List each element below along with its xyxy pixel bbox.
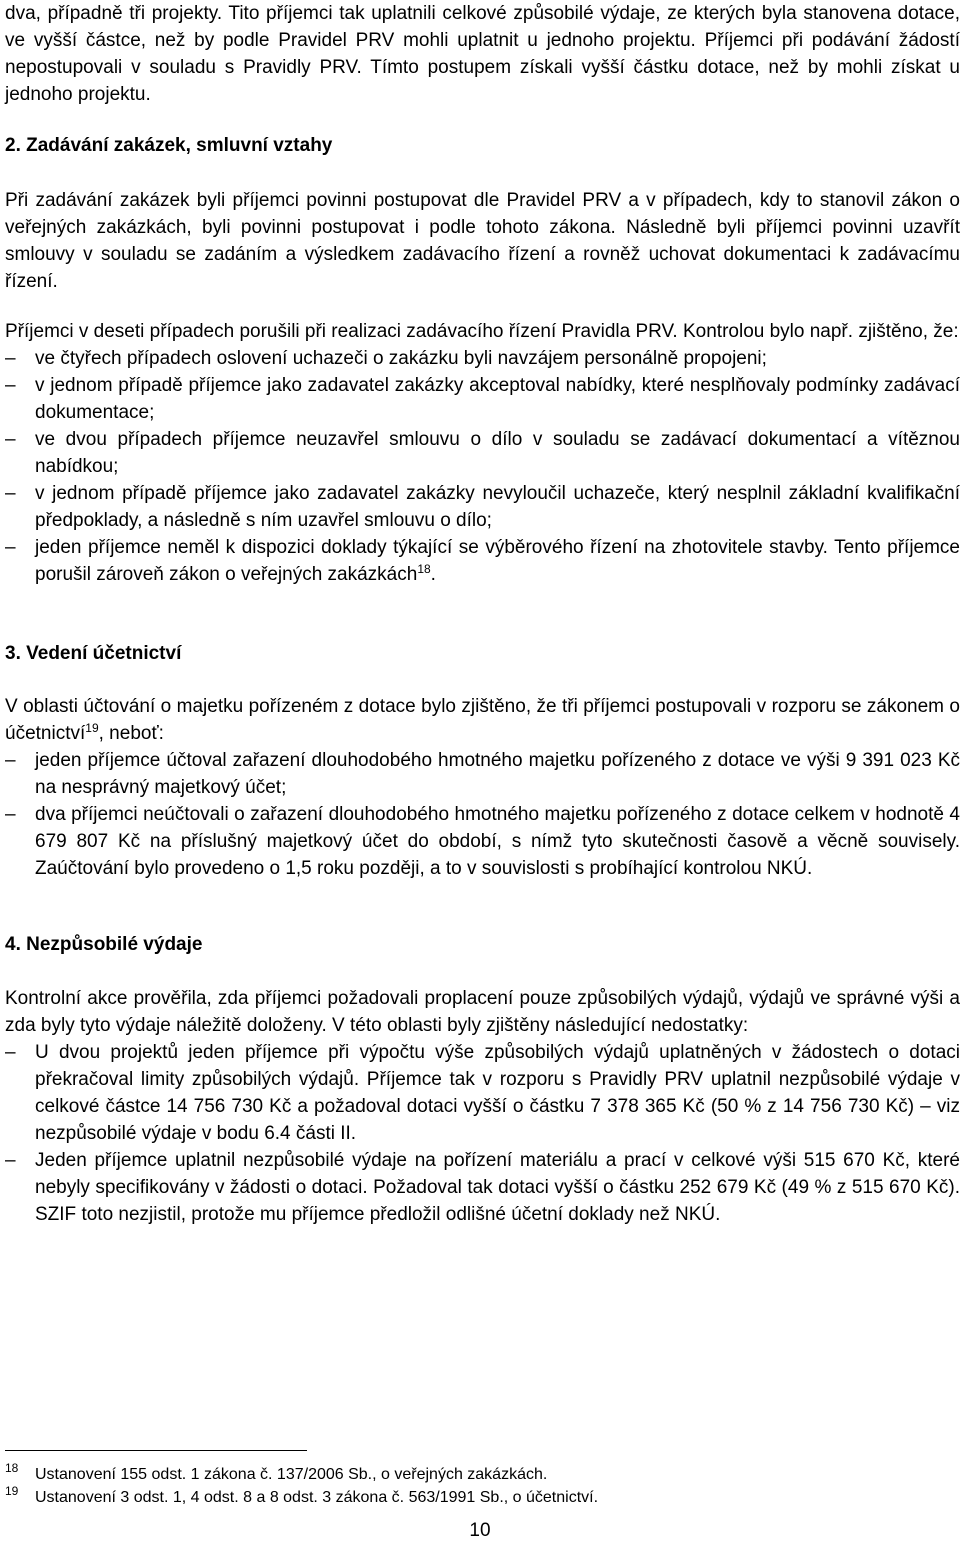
list-item: – v jednom případě příjemce jako zadavatel zakázky nevyloučil uchazeče, který nesplnil základní kvalifikační předpoklady, a následně s ním uzavřel smlouvu o dílo; <box>5 480 960 534</box>
section-3-body <box>5 693 960 882</box>
dash-bullet: – <box>5 1042 16 1063</box>
section-3-heading: 3. Vedení účetnictví <box>5 643 182 664</box>
dash-bullet: – <box>5 804 16 825</box>
section-4-list <box>5 1039 960 1228</box>
dash-bullet: – <box>5 375 16 396</box>
dash-bullet: – <box>5 1150 16 1171</box>
section-2-body <box>5 187 960 295</box>
intro-paragraph: dva, případně tři projekty. Tito příjemci tak uplatnili celkové způsobilé výdaje, ze kterých byla stanovena dotace, ve vyšší částce, než by podle Pravidel PRV mohli uplatnit u jednoho projektu. Příjemci při podávání žádostí nepostupovali v souladu s Pravidly PRV. Tímto postupem získali vyšší částku dotace, než by mohli získat u jednoho projektu. <box>5 3 960 105</box>
section-2-heading: 2. Zadávání zakázek, smluvní vztahy <box>5 135 333 156</box>
footnote-separator <box>5 1450 307 1451</box>
list-item: – dva příjemci neúčtovali o zařazení dlouhodobého hmotného majetku pořízeného z dotace celkem v hodnotě 4 679 807 Kč na příslušný majetkový účet do období, s nímž tyto skutečnosti časově a věcně souvisely. Zaúčtování bylo provedeno o 1,5 roku později, a to v souvislosti s probíhající kontrolou NKÚ. <box>5 801 960 882</box>
list-item: – Jeden příjemce uplatnil nezpůsobilé výdaje na pořízení materiálu a prací v celkové výši 515 670 Kč, které nebyly specifikovány v žádosti o dotaci. Požadoval tak dotaci vyšší o částku 252 679 Kč (49 % z 515 670 Kč). SZIF toto nezjistil, protože mu příjemce předložil odlišné účetní doklady než NKÚ. <box>5 1147 960 1228</box>
dash-bullet: – <box>5 429 16 450</box>
section-3-list <box>5 747 960 882</box>
dash-bullet: – <box>5 537 16 558</box>
footnote-ref-19[interactable]: 19 <box>85 721 99 735</box>
list-item: – ve dvou případech příjemce neuzavřel smlouvu o dílo v souladu se zadávací dokumentací a vítěznou nabídkou; <box>5 426 960 480</box>
footnote-ref-18[interactable]: 18 <box>417 562 431 576</box>
footnote-text: Ustanovení 155 odst. 1 zákona č. 137/2006 Sb., o veřejných zakázkách. <box>35 1466 548 1483</box>
footnote-number: 18 <box>5 1461 19 1475</box>
footnote-text: Ustanovení 3 odst. 1, 4 odst. 8 a 8 odst. 3 zákona č. 563/1991 Sb., o účetnictví. <box>35 1489 599 1506</box>
dash-bullet: – <box>5 348 16 369</box>
dash-bullet: – <box>5 483 16 504</box>
section-4-body <box>5 985 960 1228</box>
list-item: – ve čtyřech případech oslovení uchazeči o zakázku byli navzájem personálně propojeni; <box>5 345 960 372</box>
list-item: – jeden příjemce účtoval zařazení dlouhodobého hmotného majetku pořízeného z dotace ve výši 9 391 023 Kč na nesprávný majetkový účet; <box>5 747 960 801</box>
section-4-paragraph-1: Kontrolní akce prověřila, zda příjemci požadovali proplacení pouze způsobilých výdajů, výdajů ve správné výši a zda byly tyto výdaje náležitě doloženy. V této oblasti byly zjištěny následující nedostatky: <box>5 988 960 1036</box>
footnote-number: 19 <box>5 1484 19 1498</box>
section-2-paragraph-1: Při zadávání zakázek byli příjemci povinni postupovat dle Pravidel PRV a v případech, kdy to stanovil zákon o veřejných zakázkách, byli povinni postupovat i podle tohoto zákona. Následně byli příjemci povinni uzavřít smlouvy v souladu se zadáním a výsledkem zadávacího řízení a rovněž uchovat dokumentaci k zadávacímu řízení. <box>5 190 960 292</box>
section-2-findings <box>5 318 960 588</box>
section-2-list <box>5 345 960 588</box>
list-item: – U dvou projektů jeden příjemce při výpočtu výše způsobilých výdajů uplatněných v žádostech o dotaci překračoval limity způsobilých výdajů. Příjemce tak v rozporu s Pravidly PRV uplatnil nezpůsobilé výdaje v celkové částce 14 756 730 Kč a požadoval dotaci vyšší o částku 7 378 365 Kč (50 % z 14 756 730 Kč) – viz nezpůsobilé výdaje v bodu 6.4 části II. <box>5 1039 960 1147</box>
dash-bullet: – <box>5 750 16 771</box>
section-3-paragraph-1: V oblasti účtování o majetku pořízeném z dotace bylo zjištěno, že tři příjemci postupovali v rozporu se zákonem o účetnictví$^{19}$, neboť: <box>5 696 960 744</box>
section-4-heading: 4. Nezpůsobilé výdaje <box>5 934 203 955</box>
section-2-paragraph-2: Příjemci v deseti případech porušili při realizaci zadávacího řízení Pravidla PRV. Kontrolou bylo např. zjištěno, že: <box>5 321 959 342</box>
page-number: 10 <box>469 1520 491 1541</box>
list-item: – v jednom případě příjemce jako zadavatel zakázky akceptoval nabídky, které nesplňovaly podmínky zadávací dokumentace; <box>5 372 960 426</box>
list-item: – jeden příjemce neměl k dispozici doklady týkající se výběrového řízení na zhotovitele stavby. Tento příjemce porušil zároveň zákon o veřejných zakázkách$^{18}$. <box>5 534 960 588</box>
